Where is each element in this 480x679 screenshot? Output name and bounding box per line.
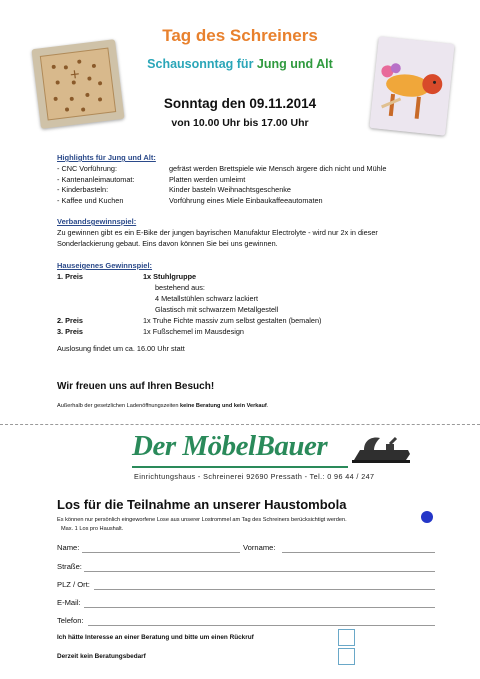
highlight-label: - Kinderbasteln: bbox=[57, 185, 109, 194]
event-title: Tag des Schreiners bbox=[162, 26, 318, 45]
prize-1-detail: bestehend aus: bbox=[155, 283, 205, 292]
form-note-line1: Es können nur persönlich eingeworfene Lose aus unserer Lostrommel am Tag des Schreiners berücksichtigt werden. bbox=[57, 517, 347, 523]
prize-1-detail: Glastisch mit schwarzem Metallgestell bbox=[155, 305, 279, 314]
highlight-label: - CNC Vorführung: bbox=[57, 164, 118, 173]
prize-1-text: 1x Stuhlgruppe bbox=[143, 272, 197, 281]
telefon-field[interactable] bbox=[88, 625, 435, 626]
company-logo: Der MöbelBauer bbox=[132, 430, 328, 462]
telefon-label: Telefon: bbox=[57, 616, 84, 625]
email-field[interactable] bbox=[84, 607, 435, 608]
prize-1-detail: 4 Metallstühlen schwarz lackiert bbox=[155, 294, 259, 303]
prize-3-text: 1x Fußschemel im Mausdesign bbox=[143, 327, 244, 336]
form-note bbox=[57, 516, 417, 533]
logo-underline bbox=[132, 466, 348, 468]
draw-time: Auslosung findet um ca. 16.00 Uhr statt bbox=[57, 344, 185, 353]
verband-text-line1: Zu gewinnen gibt es ein E-Bike der jungen bayrischen Manufaktur Electrolyte - wird nur 2x in dieser bbox=[57, 228, 378, 237]
vorname-field[interactable] bbox=[282, 552, 435, 553]
vorname-label: Vorname: bbox=[243, 543, 276, 552]
event-subtitle bbox=[0, 57, 480, 71]
consult-option-label: Ich hätte Interesse an einer Beratung und bitte um einen Rückruf bbox=[57, 634, 254, 641]
opening-hours-note bbox=[57, 403, 268, 409]
plz-label: PLZ / Ort: bbox=[57, 580, 90, 589]
no-consult-checkbox[interactable] bbox=[338, 648, 355, 665]
form-title: Los für die Teilnahme an unserer Haustombola bbox=[57, 497, 347, 512]
cut-line bbox=[0, 424, 480, 425]
form-note-line2: Max. 1 Los pro Haushalt. bbox=[61, 525, 124, 532]
no-consult-option-label: Derzeit kein Beratungsbedarf bbox=[57, 653, 146, 660]
highlight-text: Platten werden umleimt bbox=[169, 174, 246, 184]
note-end: . bbox=[266, 403, 269, 409]
game-board-photo bbox=[31, 39, 124, 129]
marker-dot bbox=[421, 511, 433, 523]
consult-checkbox[interactable] bbox=[338, 629, 355, 646]
event-time: von 10.00 Uhr bis 17.00 Uhr bbox=[171, 117, 309, 129]
note-bold: keine Beratung und kein Verkauf bbox=[180, 403, 267, 409]
strasse-label: Straße: bbox=[57, 562, 82, 571]
prize-3-label: 3. Preis bbox=[57, 327, 83, 336]
verband-text-line2: Sonderlackierung gebaut. Eins davon können Sie bei uns gewinnen. bbox=[57, 238, 278, 248]
event-date: Sonntag den 09.11.2014 bbox=[163, 96, 317, 111]
company-contact: Einrichtungshaus - Schreinerei 92690 Pressath - Tel.: 0 96 44 / 247 bbox=[134, 472, 375, 481]
prize-2-text: 1x Truhe Fichte massiv zum selbst gestalten (bemalen) bbox=[143, 316, 322, 325]
highlights-heading: Highlights für Jung und Alt: bbox=[57, 153, 156, 162]
name-label: Name: bbox=[57, 543, 80, 552]
strasse-field[interactable] bbox=[84, 571, 435, 572]
greeting: Wir freuen uns auf Ihren Besuch! bbox=[57, 381, 215, 392]
highlight-text: gefräst werden Brettspiele wie Mensch ärgere dich nicht und Mühle bbox=[169, 164, 387, 173]
prize-1-label: 1. Preis bbox=[57, 272, 83, 281]
prize-2-label: 2. Preis bbox=[57, 316, 83, 325]
subtitle-emphasis: Jung und Alt bbox=[256, 57, 333, 71]
plz-field[interactable] bbox=[94, 589, 435, 590]
verband-heading: Verbandsgewinnspiel: bbox=[57, 217, 137, 226]
subtitle-text: Schausonntag für bbox=[147, 57, 257, 71]
note-text: Außerhalb der gesetzlichen Ladenöffnungszeiten bbox=[57, 403, 181, 409]
haus-heading: Hauseigenes Gewinnspiel: bbox=[57, 261, 153, 270]
highlight-label: - Kaffee und Kuchen bbox=[57, 195, 124, 205]
highlight-text: Vorführung eines Miele Einbaukaffeeautomaten bbox=[169, 195, 323, 205]
highlight-text: Kinder basteln Weihnachtsgeschenke bbox=[169, 185, 291, 194]
name-field[interactable] bbox=[82, 552, 240, 553]
email-label: E-Mail: bbox=[57, 598, 81, 607]
highlight-label: - Kantenanleimautomat: bbox=[57, 174, 135, 184]
plane-icon bbox=[350, 434, 414, 473]
